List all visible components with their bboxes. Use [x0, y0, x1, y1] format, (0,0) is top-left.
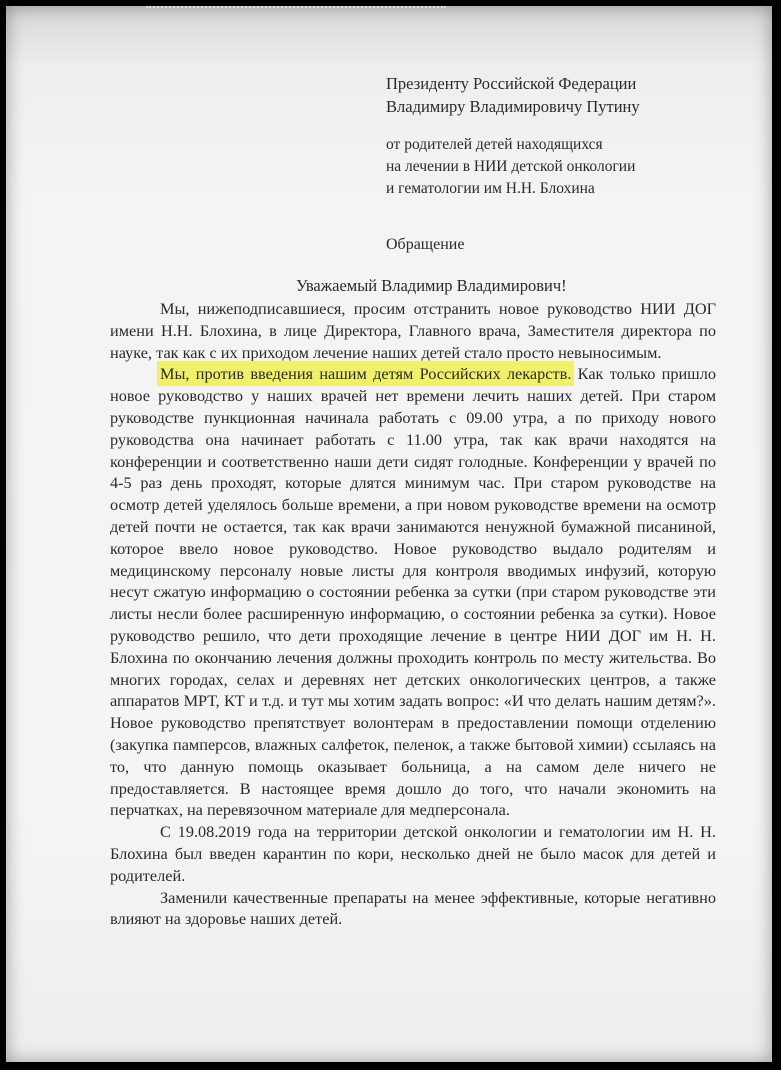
- paragraph: Мы, нижеподписавшиеся, просим отстранить новое руководство НИИ ДОГ имени Н.Н. Блохина, в лице Директора, Главного врача, Заместителя директора по науке, так как с их приходом лечение наших детей стало просто невыносимым.: [110, 299, 716, 362]
- paragraph: Заменили качественные препараты на менее эффективные, которые негативно влияют на здоровье наших детей.: [110, 887, 716, 929]
- paragraph: С 19.08.2019 года на территории детской онкологии и гематологии им Н. Н. Блохина был введен карантин по кори, несколько дней не было масок для детей и родителей.: [110, 822, 716, 885]
- sender-line: от родителей детей находящихся: [386, 136, 603, 153]
- paragraph: [110, 363, 716, 821]
- salutation: Уважаемый Владимир Владимирович!: [296, 276, 567, 295]
- sender-line: на лечении в НИИ детской онкологии: [386, 158, 636, 175]
- scan-edge-mark: [146, 6, 446, 12]
- addressee-block: [386, 72, 640, 118]
- highlighted-sentence: Мы, против введения нашим детям Российских лекарств.: [160, 364, 572, 384]
- paragraph-text: Как только пришло новое руководство у наших врачей нет времени лечить наших детей. При старом руководстве пункционная начинала работать с 09.00 утра, а по приходу нового руководства она начинает работать с 11.00 утра, так как врачи находятся на конференции и соответственно наши дети сидят голодные. Конференции у врачей по 4-5 раз день проходят, которые длятся минимум час. При старом руководстве на осмотр детей уделялось больше времени, а при новом руководстве времени на осмотр детей почти не остается, так как врачи занимаются ненужной бумажной писаниной, которое ввело новое руководство. Новое руководство выдало родителям и медицинскому персоналу новые листы для контроля вводимых инфузий, которую несут сжатую информацию о состоянии ребенка за сутки (при старом руководстве эти листы несли более расширенную информацию, о состоянии ребенка за сутки). Новое руководство решило, что дети проходящие лечение в центре НИИ ДОГ им Н. Н. Блохина по окончанию лечения должны проходить контроль по месту жительства. Во многих городах, селах и деревнях нет детских онкологических центров, а также аппаратов МРТ, КТ и т.д. и тут мы хотим задать вопрос: «И что делать нашим детям?». Новое руководство препятствует волонтерам в предоставлении помощи отделению (закупка памперсов, влажных салфеток, пеленок, а также бытовой химии) ссылаясь на то, что данную помощь оказывает больница, а на самом деле ничего не предоставляется. В настоящее время дошло до того, что начали экономить на перчатках, на перевязочном материале для медперсонала.: [110, 364, 716, 820]
- document-page: [6, 6, 772, 1062]
- letter-body: [110, 298, 716, 930]
- addressee-line: Владимиру Владимировичу Путину: [386, 97, 640, 116]
- addressee-line: Президенту Российской Федерации: [386, 74, 637, 93]
- sender-line: и гематологии им Н.Н. Блохина: [386, 180, 595, 197]
- document-type-heading: Обращение: [386, 236, 465, 253]
- sender-block: [386, 134, 635, 200]
